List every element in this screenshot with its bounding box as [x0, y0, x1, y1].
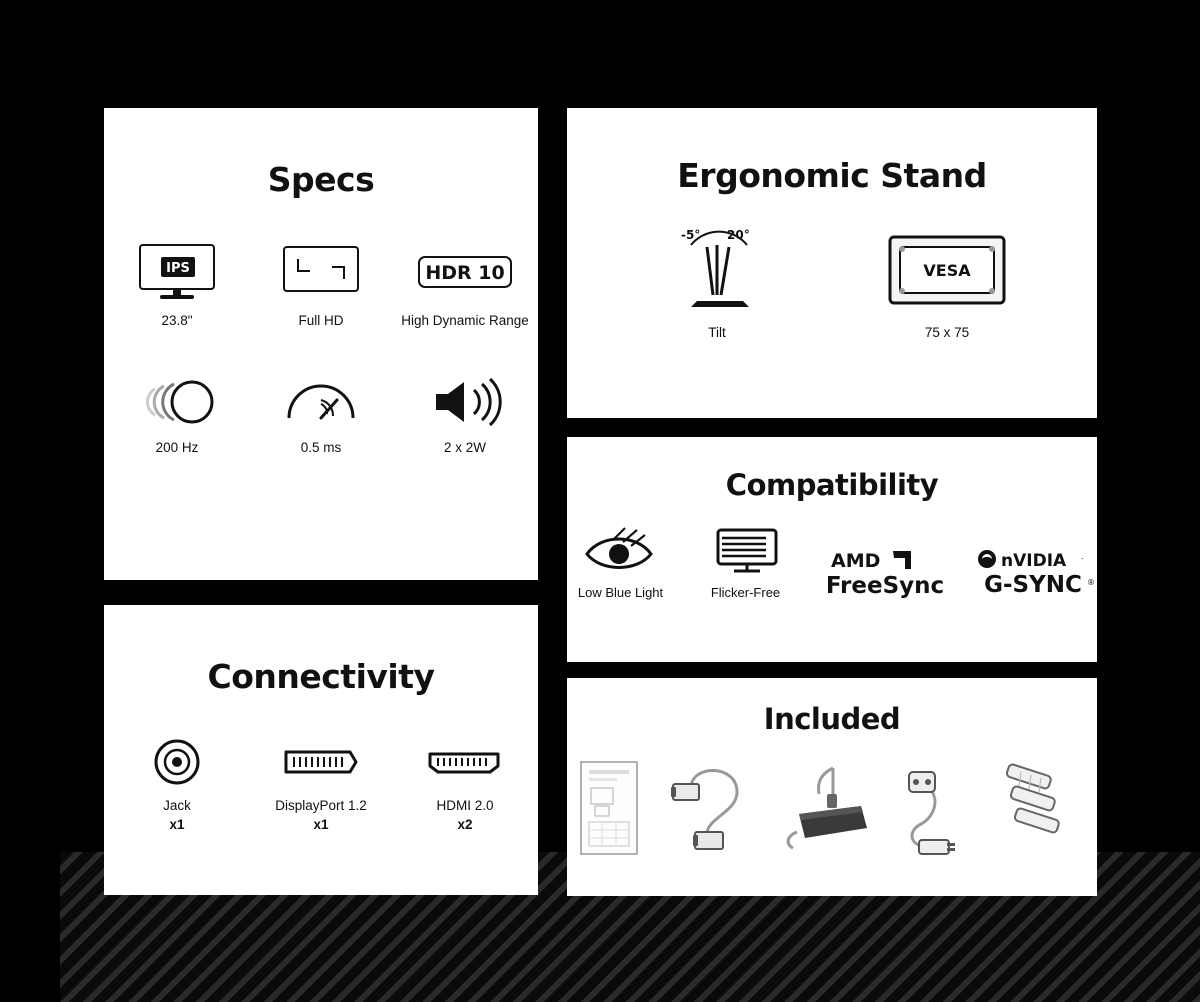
stand-item-vesa [872, 225, 1022, 342]
vesa-plate-icon [884, 225, 1010, 315]
spec-caption: 0.5 ms [300, 439, 342, 455]
compat-item-freesync [817, 545, 953, 601]
compat-caption: Flicker-Free [710, 585, 781, 600]
port-caption: DisplayPort 1.2 [275, 798, 367, 813]
included-row [567, 758, 1097, 858]
amd-freesync-logo [817, 545, 953, 601]
screws-icon [997, 758, 1093, 858]
svg-text:®: ® [1087, 578, 1095, 588]
spec-item-hdr [393, 241, 537, 330]
compatibility-row [567, 524, 1097, 601]
port-count: x1 [169, 816, 185, 832]
manual-document-icon [571, 758, 647, 858]
spec-item-response [249, 374, 393, 457]
panel-title-included: Included [763, 702, 901, 736]
spec-caption: High Dynamic Range [401, 313, 529, 328]
included-item-power-cable [891, 758, 987, 858]
panel-title-ergonomic-stand: Ergonomic Stand [677, 156, 987, 195]
port-item-jack [105, 736, 249, 834]
svg-text:HDR 10: HDR 10 [425, 262, 505, 284]
port-item-displayport [249, 736, 393, 834]
panel-included [567, 678, 1097, 896]
svg-text:.: . [1081, 552, 1084, 562]
specs-row-1 [104, 241, 538, 330]
included-item-screws [997, 758, 1093, 858]
connectivity-row [104, 736, 538, 834]
stand-caption: Tilt [708, 325, 726, 340]
hdr10-badge-icon [413, 241, 517, 303]
speaker-icon [422, 374, 508, 430]
port-caption: Jack [163, 798, 191, 813]
port-count: x1 [313, 816, 329, 832]
spec-item-refresh [105, 374, 249, 457]
svg-text:FreeSync: FreeSync [825, 573, 945, 600]
stand-caption: 75 x 75 [924, 325, 970, 340]
spec-caption: 200 Hz [155, 439, 199, 455]
included-item-hdmi-cable [657, 758, 767, 858]
svg-text:-5°: -5° [681, 228, 701, 242]
compat-item-low-blue-light [567, 524, 674, 601]
refresh-rate-icon [130, 374, 224, 430]
panel-compatibility [567, 437, 1097, 662]
spec-item-ips [105, 241, 249, 330]
tilt-icon [657, 225, 777, 315]
audio-jack-icon [148, 736, 206, 788]
spec-caption: 23.8" [161, 313, 193, 328]
screen-corners-icon [278, 241, 364, 303]
port-caption: HDMI 2.0 [436, 798, 494, 813]
panel-title-compatibility: Compatibility [725, 468, 939, 502]
panel-specs [104, 108, 538, 580]
panel-connectivity [104, 605, 538, 895]
flicker-free-monitor-icon [704, 524, 788, 576]
hdmi-icon [420, 736, 510, 788]
svg-text:IPS: IPS [166, 261, 190, 276]
svg-text:AMD: AMD [831, 550, 881, 573]
monitor-ips-icon [134, 241, 220, 303]
port-item-hdmi [393, 736, 537, 834]
svg-text:20°: 20° [727, 228, 750, 242]
hdmi-cable-icon [657, 758, 767, 858]
panel-title-specs: Specs [267, 160, 375, 199]
panel-ergonomic-stand [567, 108, 1097, 418]
stand-item-tilt [642, 225, 792, 342]
nvidia-gsync-logo [971, 545, 1097, 601]
spec-item-speakers [393, 374, 537, 457]
included-item-manual [571, 758, 647, 858]
compat-item-flicker-free [692, 524, 799, 601]
port-count: x2 [457, 816, 473, 832]
power-cable-icon [891, 758, 987, 858]
compat-item-gsync [971, 545, 1097, 601]
low-blue-light-eye-icon [579, 524, 663, 576]
response-time-gauge-icon [281, 374, 361, 430]
power-adapter-icon [777, 758, 881, 858]
spec-item-fullhd [249, 241, 393, 330]
svg-text:G-SYNC: G-SYNC [984, 572, 1082, 599]
spec-caption: Full HD [298, 313, 344, 328]
ergonomic-row [567, 225, 1097, 342]
spec-caption: 2 x 2W [443, 439, 486, 455]
included-item-power-adapter [777, 758, 881, 858]
svg-text:nVIDIA: nVIDIA [1001, 551, 1067, 572]
compat-caption: Low Blue Light [577, 585, 664, 600]
stripe-mask [0, 852, 60, 1002]
displayport-icon [276, 736, 366, 788]
specs-row-2 [104, 374, 538, 457]
svg-text:VESA: VESA [923, 261, 971, 280]
panel-title-connectivity: Connectivity [207, 657, 435, 696]
